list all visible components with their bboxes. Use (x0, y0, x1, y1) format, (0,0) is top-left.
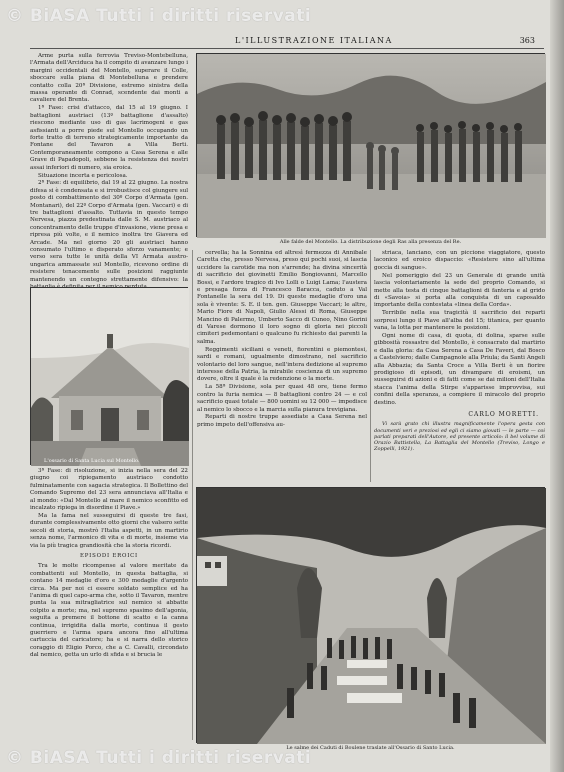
column-2 (197, 250, 367, 482)
paragraph: cervella; ha la Sonnina ed altresì fermezza di Annibale Caretta che, presso Nervesa, preso qui pochi suoi, si lascia uccidere la carotide ma non s'arrende; ha divina sincerità di sacrificio dei giovinetti Emilio Bongiovanni, Marcello Bossi, e l'ardore tragico di Ivo Lolli o Luigi Lama; l'austera e presaga forza di Francesco Baracca, caduto a Val Fontanelle la sera del 19. Di queste medaglie d'oro una sola è vivente: S. E. il ten. gen. Giuseppe Vaccari; le altre, Mario Fiore di Napoli, Giulio Alessi di Roma, Giuseppe Mancino di Palermo, Umberto Sacco di Cuneo, Nino Gorini di Varese dormono il loro sogno di gloria nei piccoli cimiteri pedemontani o qualcuno fu richiesto dai parenti la salma. (197, 250, 367, 345)
section-subhead: EPISODI EROICI (80, 552, 138, 559)
watermark-top: © BiASA Tutti i diritti riservati (6, 6, 312, 26)
header-rule (30, 48, 544, 49)
page-number: 363 (519, 36, 535, 45)
paragraph: Tra le molte ricompense al valore meritate da combattenti sul Montello, in questa battaglia, si contano 14 medaglie d'oro e 300 medaglie d'argento circa. Ma per noi ci essere soldato semplice ed ha l'anima di quel capo-arma che, sotto il Tavaron, mentre punta la sua mitragliatrice sul nemico si abbatte colpito a morte; ma, nel supremo spasimo dell'agonia, seguita a premere il bottone di scatto e la canna continua, irrigidita dalla morte, continua il gesto guerriero e l'arma spara ancora fino all'ultima cartuccia del caricatore; ha e si narra dello storico coraggio di Eligio Porco, che a C. Cavalli, circondato dal nemico, getta un urlo di sfida e si brucia le (30, 563, 188, 659)
paragraph: Nel pomeriggio del 23 un Generale di grande unità lascia volontariamente la sede del proprio Comando, si mette alla testa di cinque battaglioni di fanteria e al grido di «Savoia» si porta alla conquista di un caposaldo importante della contestata «linea della Corda». (374, 272, 545, 309)
page-header (235, 36, 535, 46)
column-divider (192, 250, 193, 740)
paragraph: Ogni nome di casa, di quota, di dolina, sparse sulle gibbosità rossastre del Montello, è consacrato dal martirio e dalla gloria: da Casa Serena a Casa De Faveri, dal Bosco a Castelviero; dalle Campagnole alla Priula; da Santi Angeli alla Abbazia; da Santa Croce a Villa Berti è un fiorire prodigioso di episodi, un divampare di eroismi, un susseguirsi di azioni e di fatti come se dai milioni dell'Italia stacca l'anima della Stirpe s'apparisse improvvisa, sui confini della speranza, a compiere il miracolo del proprio destino. (374, 332, 545, 406)
paragraph: Arme purta sulla ferrovia Treviso-Montebelluna, l'Armata dell'Arciduca ha il compito di avanzare lungo i margini occidentali del Montello, superare il Colle, sboccare sulla piana di Montebelluna e prendere contatto colla 20ª Divisione, estremo sinistra della massa operante di Conrad, scendente dai monti a cavaliere del Brenta. (30, 53, 188, 104)
author-signature: CARLO MORETTI. (468, 411, 539, 419)
publication-title: L'ILLUSTRAZIONE ITALIANA (235, 36, 393, 45)
ossuary-illustration (31, 288, 189, 466)
paragraph: Terribile nella sua tragicità il sacrificio dei reparti sorpresi lungo il Piave all'alba del 15; titanica, per quanto vana, la lotta per mantenere le posizioni. (374, 310, 545, 332)
paragraph: 2ª Fase: di equilibrio, dal 19 al 22 giugno. La nostra difesa si è condensata e si irrobustisce col giungere sul posto di combattimento del 30º Corpo d'Armata (gen. Montanari), del 22º Corpo d'Armata (gen. Vaccari) e di tre battaglioni d'assalto. Tuttavia in questo tempo Nervesa, piazza predestinata dalle S. M. austriaco al concentramento delle truppe d'invasione, viene presa e ripresa più volte, e il nemico inoltra tre Giavera ed Arcade. Ma nel giorno 20 gli austriaci hanno consumato l'ultimo e disperato sforzo vanamente; e verso sera tutte le unità della VI Armata austro-ungarica ammassate sul Montello, ricevono ordine di resistere tenacemente sulle posizioni raggiunte mantenendo un contegno strettamente difensivo: la (30, 180, 188, 283)
paragraph: Reggimenti siciliani e veneti, fiorentini e piemontesi, sardi e romani, ugualmente dimostrano, nel sacrificio volontario del loro sangue, nell'intera dedizione al supremo interesse della Patria, la mirabile coscienza di un supremo dovere, oltre il quale è la redenzione o la morte. (197, 346, 367, 383)
paragraph: 1ª Fase: crisi d'attacco, dal 15 al 19 giugno. I battaglioni austriaci (13º battaglione d'assalto) riescono mediante uso di gas lacrimogeni e gas asfissianti a porre piede sul Montello occupando un forte tratto di terreno strategicamente importante da Fontane del Tavaron a Villa Berti. Contemporaneamente compono a Casa Serena e alle Grave di Papadopoli, sebbene la resistenza dei nostri assai inferiori di numero, sia eroica. (30, 105, 188, 171)
column-1-bottom (30, 468, 188, 750)
column-3 (374, 250, 545, 482)
footnote: Vi sarà grato chi illustra magnificamente l'opera gesta con documenti veri e preziosi ed egli ci siamo giovati — le parte — coi parlati preparati dell'Autore, ed presente articolo: il bel volume di Orazio Battistella, La Battaglia del Montello (Treviso, Longo e Zoppelli, 1921). (374, 421, 545, 453)
troops-illustration (197, 54, 546, 238)
column-divider (370, 250, 371, 482)
paragraph: 3ª Fase: di risoluzione, si inizia nella sera del 22 giugno coi ripiegamento austriaco condotto fulminatamente con sagacia strategica. Il Bollettino del Comando Supremo del 23 sera annunciava all'Italia e al mondo: «Dal Montello al mare il nemico sconfitto ed incalzato ripiega in disordine il Piave.» (30, 468, 188, 512)
photo-funeral-procession (196, 487, 545, 743)
caption-bottom-photo: Le salme dei Caduti di Boulene traslate all'Ossario di Santo Lucia. (286, 745, 455, 751)
paragraph: Ma la fama nel susseguirsi di queste tre fasi, durante complessivamente otto giorni che valsero sette secoli di storia, mostrò l'Italia aspetti, in un martirio senza nome, l'armonico di vita e di morte, insieme via via la più tragica grandiosità che la storia ricordi. (30, 512, 188, 549)
photo-ossuary (30, 287, 188, 465)
paragraph: striaca, lanciano, con un piccione viaggiatore, questo laconico ed eroico dispaccio: «Resistere sino all'ultima goccia di sangue». (374, 250, 545, 271)
caption-top-photo: Alle falde del Montello. La distribuzione degli Ras alla presenza del Re. (279, 239, 462, 245)
photo-troops-review (196, 53, 545, 237)
paragraph: Situazione incerta e pericolosa. (38, 172, 128, 179)
column-1-top (30, 53, 188, 283)
procession-illustration (197, 488, 546, 744)
paragraph: Reparti di nostre truppe assediate a Casa Serena nel primo impeto dell'offensiva au- (197, 414, 367, 428)
caption-ossuary-photo: L'ossario di Santa Lucia sul Montello. (44, 458, 140, 464)
watermark-bottom: © BiASA Tutti i diritti riservati (6, 748, 312, 768)
binding-edge (550, 0, 564, 772)
paragraph: La 58ª Divisione, sola per quasi 48 ore, tiene fermo contro la furia nemica — 8 battaglioni contro 24 — e col sacrificio quasi totale — 800 uomini su 12 000 — impedisce al nemico lo sbocco e la marcia sulla pianura trevigiana. (197, 384, 367, 413)
